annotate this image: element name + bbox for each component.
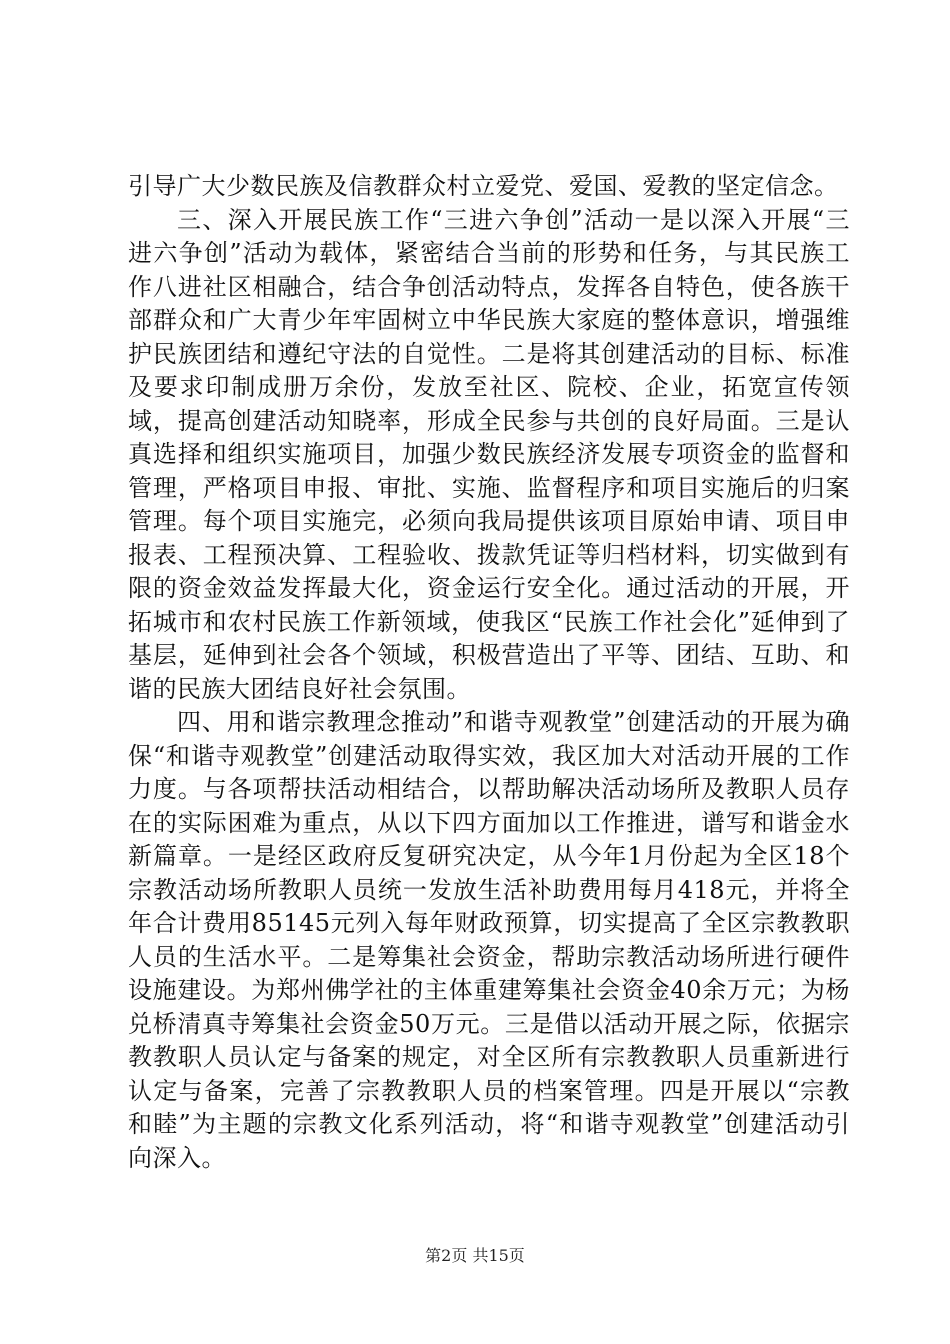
page-number-footer: 第2页 共15页 [425,1246,525,1265]
document-body [128,170,850,1175]
paragraph-1: 引导广大少数民族及信教群众村立爱党、爱国、爱教的坚定信念。 [128,172,839,200]
paragraph-2: 三、深入开展民族工作“三进六争创”活动一是以深入开展“三进六争创”活动为载体，紧密结合当前的形势和任务，与其民族工作八进社区相融合，结合争创活动特点，发挥各自特色，使各族干部群众和广大青少年牢固树立中华民族大家庭的整体意识，增强维护民族团结和遵纪守法的自觉性。二是将其创建活动的目标、标准及要求印制成册万余份，发放至社区、院校、企业，拓宽宣传领域，提高创建活动知晓率，形成全民参与共创的良好局面。三是认真选择和组织实施项目，加强少数民族经济发展专项资金的监督和管理，严格项目申报、审批、实施、监督程序和项目实施后的归案管理。每个项目实施完，必须向我局提供该项目原始申请、项目申报表、工程预决算、工程验收、拨款凭证等归档材料，切实做到有限的资金效益发挥最大化，资金运行安全化。通过活动的开展，开拓城市和农村民族工作新领域，使我区“民族工作社会化”延伸到了基层，延伸到社会各个领域，积极营造出了平等、团结、互助、和谐的民族大团结良好社会氛围。 [128,205,850,703]
paragraph-3: 四、用和谐宗教理念推动”和谐寺观教堂”创建活动的开展为确保“和谐寺观教堂”创建活动取得实效，我区加大对活动开展的工作力度。与各项帮扶活动相结合，以帮助解决活动场所及教职人员存在的实际困难为重点，从以下四方面加以工作推进，谱写和谐金水新篇章。一是经区政府反复研究决定，从今年1月份起为全区18个宗教活动场所教职人员统一发放生活补助费用每月418元，并将全年合计费用85145元列入每年财政预算，切实提高了全区宗教教职人员的生活水平。二是筹集社会资金，帮助宗教活动场所进行硬件设施建设。为郑州佛学社的主体重建筹集社会资金40余万元；为杨兑桥清真寺筹集社会资金50万元。三是借以活动开展之际，依据宗教教职人员认定与备案的规定，对全区所有宗教教职人员重新进行认定与备案，完善了宗教教职人员的档案管理。四是开展以“宗教和睦”为主题的宗教文化系列活动，将“和谐寺观教堂”创建活动引向深入。 [128,708,850,1172]
